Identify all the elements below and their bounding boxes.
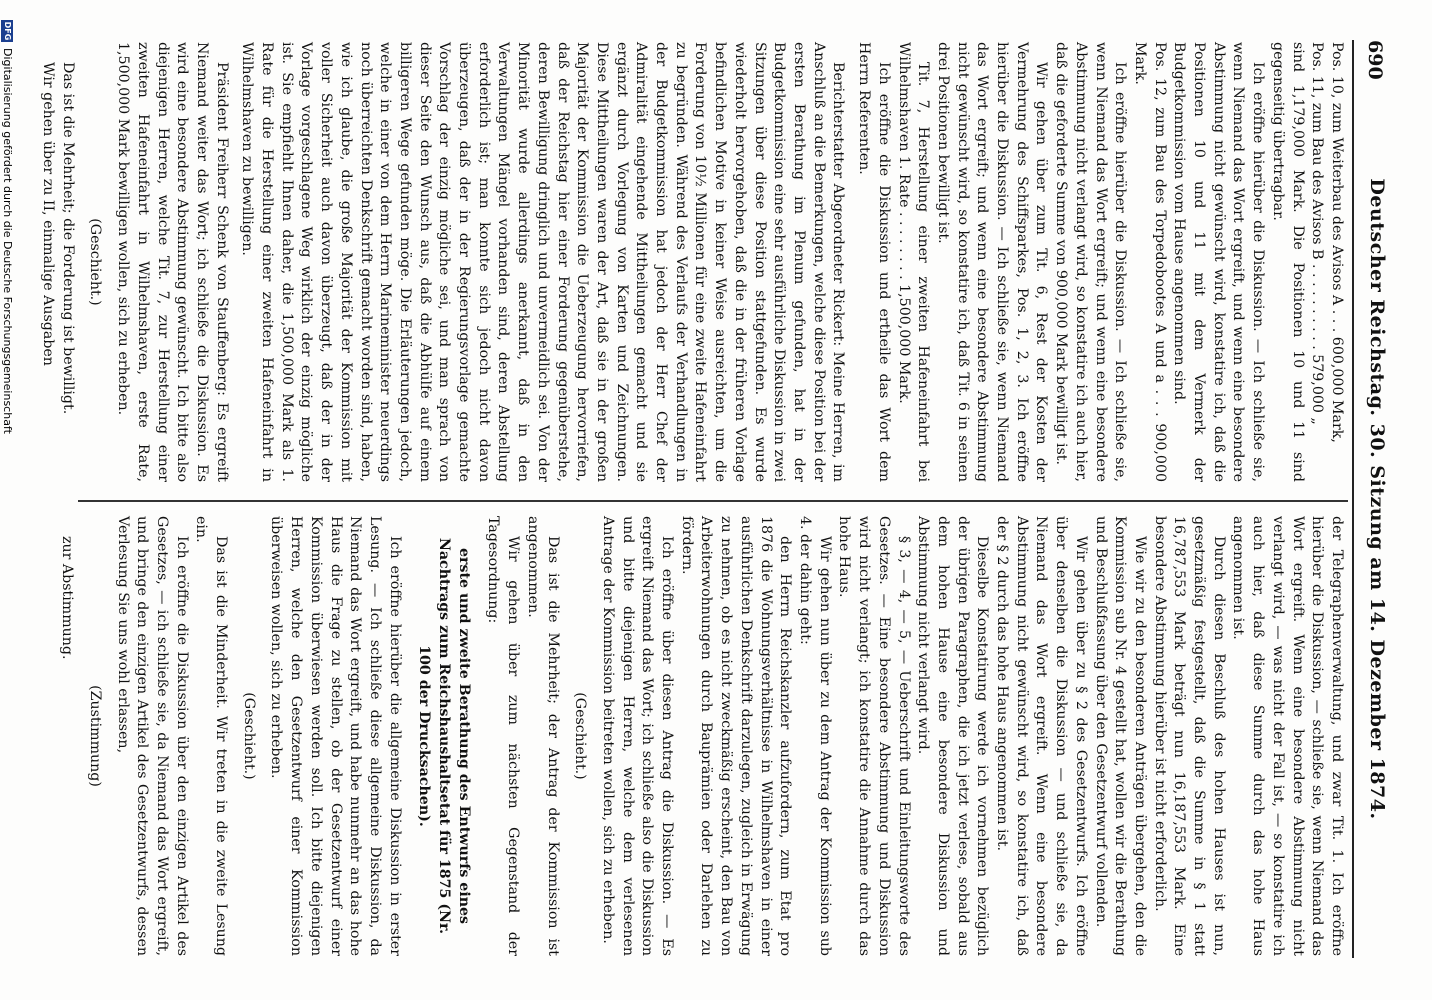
paragraph: Wir gehen über zu § 2 des Gesetzentwurfs. Ich eröffne über denselben die Diskussion — und schließe sie, da Niemand das Wort ergreift. Wenn eine besondere Abstimmung nicht gewünscht wird, so konstatire ich, daß der § 2 durch das hohe Haus angenommen ist. <box>994 516 1089 956</box>
page-header <box>1358 40 1388 958</box>
paragraph: (Geschieht.) <box>572 692 589 780</box>
paragraph: Dieselbe Konstatirung werde ich vornehmen bezüglich der übrigen Paragraphen, die ich jetzt verlese, sobald aus dem hohen Hause eine besondere Diskussion und Abstimmung nicht verlangt wird. <box>915 516 991 956</box>
page-number: 690 <box>1364 40 1386 80</box>
paragraph: Pos. 11, zum Bau des Avisos B . . . . . . . . . . 579,000 „ <box>1309 42 1326 425</box>
paragraph: Das ist die Mehrheit; die Forderung ist bewilligt. <box>59 62 76 415</box>
page-title: Deutscher Reichstag. 30. Sitzung am 14. Dezember 1874. <box>1366 178 1388 820</box>
paragraph: Das ist die Minderheit. Wir treten in die zweite Lesung ein. <box>193 516 230 956</box>
paragraph: (Zustimmung) <box>86 685 103 787</box>
footer-credit: Digitalisierung gefördert durch die Deutsche Forschungsgemeinschaft <box>1 48 14 434</box>
paragraph: Wie wir zu den besonderen Anträgen übergehen, den die Kommission sub Nr. 4 gestellt hat, wollen wir die Berathung und Beschlußfassung über den Gesetzentwurf vollenden. <box>1092 516 1148 956</box>
paragraph: Ich eröffne hierüber die allgemeine Diskussion in erster Lesung. — Ich schließe diese allgemeine Diskussion, da Niemand das Wort ergreift, und habe nunmehr an das hohe Haus die Frage zu stellen, ob der Gesetzentwurf einer Kommission überwiesen werden soll. Ich bitte diejenigen Herren, welche den Gesetzentwurf einer Kommission überweisen wollen, sich zu erheben. <box>268 516 403 956</box>
paragraph: Ich eröffne über diesen Antrag die Diskussion. — Es ergreift Niemand das Wort; ich schließe also die Diskussion und bitte diejenigen Herren, welche dem verlesenen Antrage der Kommission beitreten wollen, sich zu erheben. <box>599 516 676 956</box>
paragraph: zur Abstimmung. <box>59 536 76 660</box>
paragraph: Tit. 7, Herstellung einer zweiten Hafeneinfahrt bei Wilhelmshaven 1. Rate . . . . . . . . 1,500,000 Mark. <box>895 42 932 482</box>
paragraph: sind 1,179,000 Mark. Die Positionen 10 und 11 sind gegenseitig übertragbar. <box>1269 42 1306 482</box>
paragraph: der Telegraphenverwaltung, und zwar Tit. 1. Ich eröffne hierüber die Diskussion, — schließe sie, wenn Niemand das Wort ergreift. Wenn eine besondere Abstimmung nicht verlangt wird, — was nicht der Fall ist, — so konstatire ich auch hier, daß diese Summe durch das hohe Haus angenommen ist. <box>1230 516 1345 956</box>
paragraph: Ich eröffne die Diskussion über den einzigen Artikel des Gesetzes, — ich schließe sie, da Niemand das Wort ergreift, und bringe den einzigen Artikel des Gesetzentwurfs, dessen Verlesung Sie uns wohl erlassen, <box>114 516 190 956</box>
paragraph: § 3, — 4, — 5, — Ueberschrift und Einleitungsworte des Gesetzes. — Eine besondere Abstimmung und Diskussion wird nicht verlangt; ich konstatire die Annahme durch das hohe Haus. <box>836 516 912 956</box>
paragraph: Durch diesen Beschluß des hohen Hauses ist nun, gesetzmäßig festgestellt, daß die Summe in § 1 statt 16,787,553 Mark beträgt nun 16,187,553 Mark. Eine besondere Abstimmung hierüber ist nicht erforderlich. <box>1151 516 1227 956</box>
paragraph: Pos. 12, zum Bau des Torpedobootes A und a . . . 900,000 Mark. <box>1131 42 1168 482</box>
paragraph: (Geschieht.) <box>240 692 257 780</box>
left-column <box>37 42 1346 482</box>
paragraph: Präsident Freiherr Schenk von Stauffenberg: Es ergreift Niemand weiter das Wort; ich schließe die Diskussion. Es wird eine besondere Abstimmung gewünscht. Ich bitte also diejenigen Herren, welche Tit. 7, zur Herstellung einer zweiten Hafeneinfahrt in Wilhelmshaven, erste Rate, 1,500,000 Mark bewilligen wollen, sich zu erheben. <box>115 42 230 482</box>
paragraph: (Geschieht.) <box>87 218 104 306</box>
right-column <box>56 516 1346 956</box>
paragraph: Ich eröffne die Diskussion und ertheile das Wort dem Herrn Referenten. <box>856 42 892 482</box>
paragraph: Wir gehen über zu II, einmalige Ausgaben <box>40 62 56 366</box>
paragraph: Ich eröffne hierüber die Diskussion. — Ich schließe sie, wenn Niemand das Wort ergreift, und wenn eine besondere Abstimmung nicht gewünscht wird, konstatire ich, daß die Positionen 10 und 11 mit dem Vermerk der Budgetkommission vom Hause angenommen sind. <box>1171 42 1267 482</box>
paragraph: Das ist die Mehrheit; der Antrag der Kommission ist angenommen. <box>524 516 561 956</box>
column-divider <box>78 500 1348 502</box>
paragraph: Wir gehen nun über zu dem Antrag der Kommission sub 4. der dahin geht: <box>797 516 833 956</box>
paragraph: Berichterstatter Abgeordneter Rickert: Meine Herren, im Anschluß an die Bemerkungen, welche diese Position bei der ersten Berathung im Plenum gefunden, hat in der Budgetkommission eine sehr ausführliche Diskussion in zwei Sitzungen über diese Position stattgefunden. Es wurde wiederholt hervorgehoben, daß die in der früheren Vorlage befindlichen Motive in keiner Weise ausreichten, um die Forderung von 10½ Millionen für eine zweite Hafeneinfahrt zu begründen. Während des Verlaufs der Verhandlungen in der Budgetkommission hat jedoch der Herr Chef der Admiralität eingehende Mittheilungen gemacht und sie ergänzt durch Vorlegung von Karten und Zeichnungen. Diese Mittheilungen waren der Art, daß sie in der großen Majorität der Kommission die Ueberzeugung hervorriefen, daß der Reichstag hier einer Forderung gegenüberstehe, deren Bewilligung dringlich und unvermeidlich sei. Von der Minorität wurde allerdings anerkannt, daß in den Verwaltungen Mängel vorhanden sind, deren Abstellung erforderlich ist; man konnte sich jedoch nicht davon überzeugen, daß der in der Regierungsvorlage gemachte Vorschlag der einzig mögliche sei, und man sprach von dieser Seite den Wunsch aus, daß die Abhülfe auf einem billigeren Wege gefunden möge. Die Erläuterungen jedoch, welche in einer von dem Herrn Marineminister neuerdings noch überreichten Denkschrift gemacht worden sind, haben, wie ich glaube, die große Majorität der Kommission mit voller Sicherheit auch davon überzeugt, daß der in der Vorlage vorgeschlagene Weg wirklich der einzig mögliche ist. Sie empfiehlt Ihnen daher, die 1,500,000 Mark als 1. Rate für die Herstellung einer zweiten Hafeneinfahrt in Wilhelmshaven zu bewilligen. <box>239 42 847 482</box>
paragraph: Wir gehen über zum Tit. 6, Rest der Kosten der Vermehrung des Schiffsparkes, Pos. 1, 2, 3. Ich eröffne hierüber die Diskussion. — Ich schließe sie, wenn Niemand das Wort ergreift; und wenn eine besondere Abstimmung nicht gewünscht wird, so konstatire ich, daß Tit. 6 in seinen drei Positionen bewilligt ist. <box>934 42 1050 482</box>
paragraph: erste und zweite Berathung des Entwurfs eines Nachtrags zum Reichshaushaltsetat für 1875 (Nr. 100 der Drucksachen). <box>416 537 472 935</box>
paragraph: Pos. 10, zum Weiterbau des Avisos A . . . 600,000 Mark, <box>1329 42 1345 443</box>
paragraph: Wir gehen über zum nächsten Gegenstand der Tagesordnung: <box>485 516 522 956</box>
dfg-logo: DFG <box>3 21 12 41</box>
paragraph: den Herrn Reichskanzler aufzufordern, zum Etat pro 1876 die Wohnungsverhältnisse in Wilhelmshaven in einer ausführlichen Denkschrift darzulegen, zugleich in Erwägung zu nehmen, ob es nicht zweckmäßig erscheint, den Bau von Arbeiterwohnungen durch Bauprämien oder Darlehen zu fördern. <box>678 516 794 956</box>
header-rule <box>1352 40 1354 958</box>
paragraph: Ich eröffne hierüber die Diskussion. — Ich schließe sie, wenn Niemand das Wort ergreift; und wenn eine besondere Abstimmung nicht verlangt wird, so konstatire ich auch hier, daß die geforderte Summe von 900,000 Mark bewilligt ist. <box>1053 42 1129 482</box>
